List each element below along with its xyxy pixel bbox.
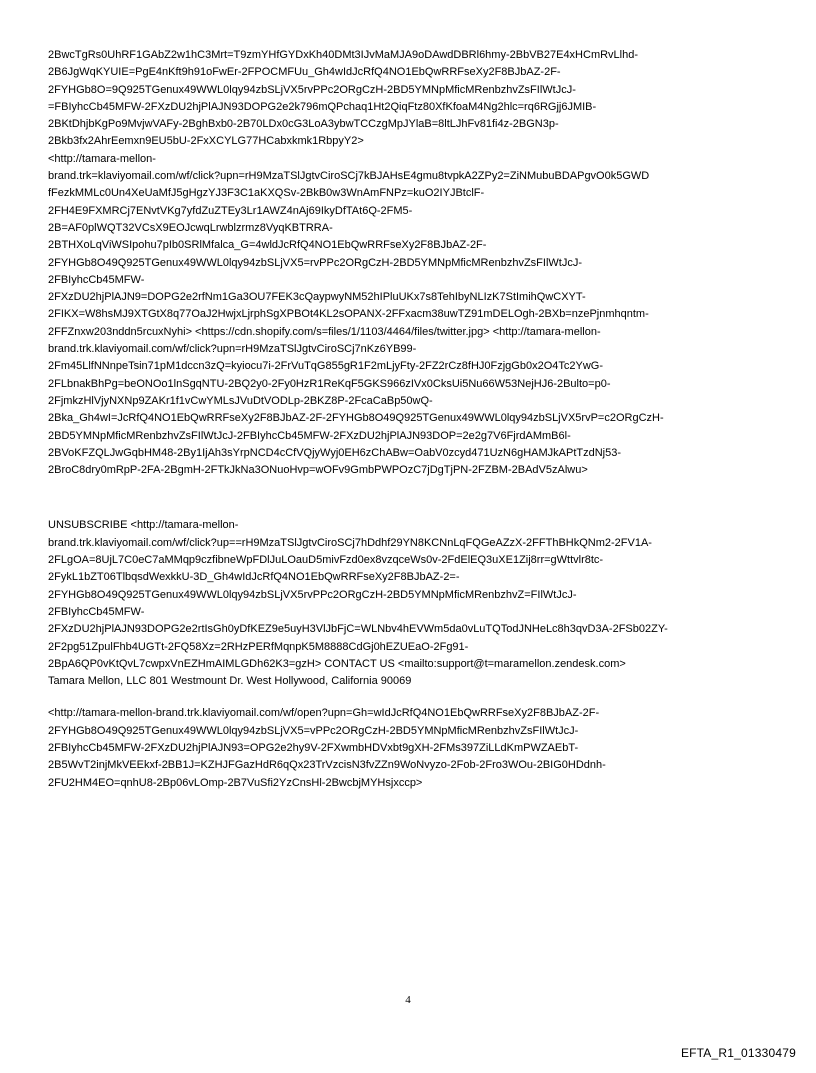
text-line: 2BVoKFZQLJwGqbHM48-2By1IjAh3sYrpNCD4cCfVQjyWyj0EH6zChABw=OabV0zcyd471UzN6gHAMJkAPtTzdNj53- xyxy=(48,446,622,459)
text-line: <http://tamara-mellon-brand.trk.klaviyomail.com/wf/open?upn=Gh=wIdJcRfQ4NO1EbQwRRFseXy2F8BJbAZ-2F- xyxy=(48,707,600,720)
text-line: 2B6JgWqKYUIE=PgE4nKft9h91oFwEr-2FPOCMFUu_Gh4wIdJcRfQ4NO1EbQwRRFseXy2F8BJbAZ-2F- xyxy=(48,66,561,79)
text-line: brand.trk.klaviyomail.com/wf/click?up==rH9MzaTSlJgtvCiroSCj7hDdhf29YN8KCNnLqFQGeAZzX-2FFThBHkQNm2-2FV1A- xyxy=(48,536,652,549)
text-line: 2FYHGb8O49Q925TGenux49WWL0lqy94zbSLjVX5=vPPc2ORgCzH-2BD5YMNpMficMRenbzhvZsFIlWtJcJ- xyxy=(48,724,579,737)
page-number: 4 xyxy=(405,994,411,1006)
text-line: 2BD5YMNpMficMRenbzhvZsFIlWtJcJ-2FBIyhcCb45MFW-2FXzDU2hjPlAJN93DOP=2e2g7V6FjrdAMmB6l- xyxy=(48,429,571,442)
text-line: <http://tamara-mellon- xyxy=(48,152,156,165)
text-line: 2FjmkzHlVjyNXNp9ZAKr1f1vCwYMLsJVuDtVODLp-2BKZ8P-2FcaCaBp50wQ- xyxy=(48,394,433,407)
text-line: 2B5WvT2injMkVEEkxf-2BB1J=KZHJFGazHdR6qQx23TrVzcisN3fvZZn9WoNvyzo-2Fob-2Fro3WOu-2BIG0HDdnh- xyxy=(48,759,606,772)
tracking-pixel-block xyxy=(48,705,778,791)
text-line: 2BpA6QP0vKtQvL7cwpxVnEZHmAIMLGDh62K3=gzH> CONTACT US <mailto:support@t=maramellon.zendesk.com> xyxy=(48,657,626,670)
text-line: 2F2pg51ZpulFhb4UGTt-2FQ58Xz=2RHzPERfMqnpK5M8888CdGj0hEZUEaO-2Fg91- xyxy=(48,640,469,653)
text-line: 2FBIyhcCb45MFW- xyxy=(48,273,145,286)
text-line: 2FFZnxw203nddn5rcuxNyhi> <https://cdn.shopify.com/s=files/1/1103/4464/files/twitter.jpg> <http://tamara-mellon- xyxy=(48,325,601,338)
text-line: fFezkMMLc0Un4XeUaMfJ5gHgzYJ3F3C1aKXQSv-2BkB0w3WnAmFNPz=kuO2IYJBtclF- xyxy=(48,187,485,200)
text-line: 2FLgOA=8UjL7C0eC7aMMqp9czfibneWpFDlJuLOauD5mivFzd0ex8vzqceWs0v-2FdElEQ3uXE1Zij8rr=gWttvlr8tc- xyxy=(48,554,604,567)
text-line: UNSUBSCRIBE <http://tamara-mellon- xyxy=(48,519,239,532)
text-line: brand.trk.klaviyomail.com/wf/click?upn=rH9MzaTSlJgtvCiroSCj7nKz6YB99- xyxy=(48,343,417,356)
text-line: 2FYHGb8O=9Q925TGenux49WWL0lqy94zbSLjVX5rvPPc2ORgCzH-2BD5YMNpMficMRenbzhvZsFIlWtJcJ- xyxy=(48,83,576,96)
email-link-block xyxy=(48,47,778,479)
text-line: 2Fm45LlfNNnpeTsin71pM1dccn3zQ=kyiocu7i-2FrVuTqG855gR1F2mLjyFty-2FZ2rCz8fHJ0FzjgGb0x2O4Tc2YwG- xyxy=(48,360,603,373)
text-line: 2FBIyhcCb45MFW- xyxy=(48,605,145,618)
text-line: Tamara Mellon, LLC 801 Westmount Dr. West Hollywood, California 90069 xyxy=(48,675,412,688)
text-line: 2BKtDhjbKgPo9MvjwVAFy-2BghBxb0-2B70LDx0cG3LoA3ybwTCCzgMpJYlaB=8ltLJhFv81fi4z-2BGN3p- xyxy=(48,118,559,131)
text-line: =FBIyhcCb45MFW-2FXzDU2hjPlAJN93DOPG2e2k796mQPchaq1Ht2QiqFtz80XfKfoaM4Ng2hlc=rq6RGjj6JMIB- xyxy=(48,100,597,113)
text-line: 2FIKX=W8hsMJ9XTGtX8q77OaJ2HwjxLjrphSgXPBOt4KL2sOPANX-2FFxacm38uwTZ91mDELOgh-2BXb=nzePjnmhqntm- xyxy=(48,308,649,321)
spacer xyxy=(48,690,778,705)
text-line: 2BroC8dry0mRpP-2FA-2BgmH-2FTkJkNa3ONuoHvp=wOFv9GmbPWPOzC7jDgTjPN-2FZBM-2BAdV5zAlwu> xyxy=(48,464,588,477)
text-line: 2FXzDU2hjPlAJN93DOPG2e2rtIsGh0yDfKEZ9e5uyH3VlJbFjC=WLNbv4hEVWm5da0vLuTQTodJNHeLc8h3qvD3A-2FSb02ZY- xyxy=(48,623,668,636)
text-line: brand.trk=klaviyomail.com/wf/click?upn=rH9MzaTSlJgtvCiroSCj7kBJAHsE4gmu8tvpkA2ZPy2=ZiNMubuBDAPgvO0k5GWD xyxy=(48,170,650,183)
text-line: 2Bkb3fx2AhrEemxn9EU5bU-2FxXCYLG77HCabxkmk1RbpyY2> xyxy=(48,135,364,148)
text-line: 2FYHGb8O49Q925TGenux49WWL0lqy94zbSLjVX5rvPPc2ORgCzH-2BD5YMNpMficMRenbzhvZ=FIlWtJcJ- xyxy=(48,588,577,601)
text-line: 2BwcTgRs0UhRF1GAbZ2w1hC3Mrt=T9zmYHfGYDxKh40DMt3IJvMaMJA9oDAwdDBRl6hmy-2BbVB27E4xHCmRvLlhd- xyxy=(48,49,639,61)
unsubscribe-contact-block xyxy=(48,517,778,690)
bates-number: EFTA_R1_01330479 xyxy=(680,1046,796,1060)
text-line: 2FXzDU2hjPlAJN9=DOPG2e2rfNm1Ga3OU7FEK3cQaypwyNM52hIPluUKx7s8TehIbyNLIzK7StImihQwCXYT- xyxy=(48,291,586,304)
text-line: 2FU2HM4EO=qnhU8-2Bp06vLOmp-2B7VuSfi2YzCnsHl-2BwcbjMYHsjxccp> xyxy=(48,776,423,789)
text-line: 2FLbnakBhPg=beONOo1lnSgqNTU-2BQ2y0-2Fy0HzR1ReKqF5GKS966zIVx0CksUi5Nu66W53NejHJ6-2Bulto=p0- xyxy=(48,377,611,390)
text-line: 2FYHGb8O49Q925TGenux49WWL0lqy94zbSLjVX5=rvPPc2ORgCzH-2BD5YMNpMficMRenbzhvZsFIlWtJcJ- xyxy=(48,256,582,269)
text-line: 2BTHXoLqViWSIpohu7pIb0SRlMfalca_G=4wldJcRfQ4NO1EbQwRRFseXy2F8BJbAZ-2F- xyxy=(48,239,487,252)
text-line: 2B=AF0plWQT32VCsX9EOJcwqLrwblzrmz8VyqKBTRRA- xyxy=(48,221,333,234)
text-line: 2FBIyhcCb45MFW-2FXzDU2hjPlAJN93=OPG2e2hy9V-2FXwmbHDVxbt9gXH-2FMs397ZiLLdKmPWZAEbT- xyxy=(48,741,579,754)
text-line: 2FH4E9FXMRCj7ENvtVKg7yfdZuZTEy3Lr1AWZ4nAj69IkyDfTAt6Q-2FM5- xyxy=(48,204,413,217)
text-line: 2Bka_Gh4wI=JcRfQ4NO1EbQwRRFseXy2F8BJbAZ-2F-2FYHGb8O49Q925TGenux49WWL0lqy94zbSLjVX5rvP=c2ORgCzH- xyxy=(48,412,664,425)
document-body xyxy=(48,47,778,792)
spacer xyxy=(48,479,778,517)
text-line: 2FykL1bZT06TlbqsdWexkkU-3D_Gh4wIdJcRfQ4NO1EbQwRRFseXy2F8BJbAZ-2=- xyxy=(48,571,460,584)
